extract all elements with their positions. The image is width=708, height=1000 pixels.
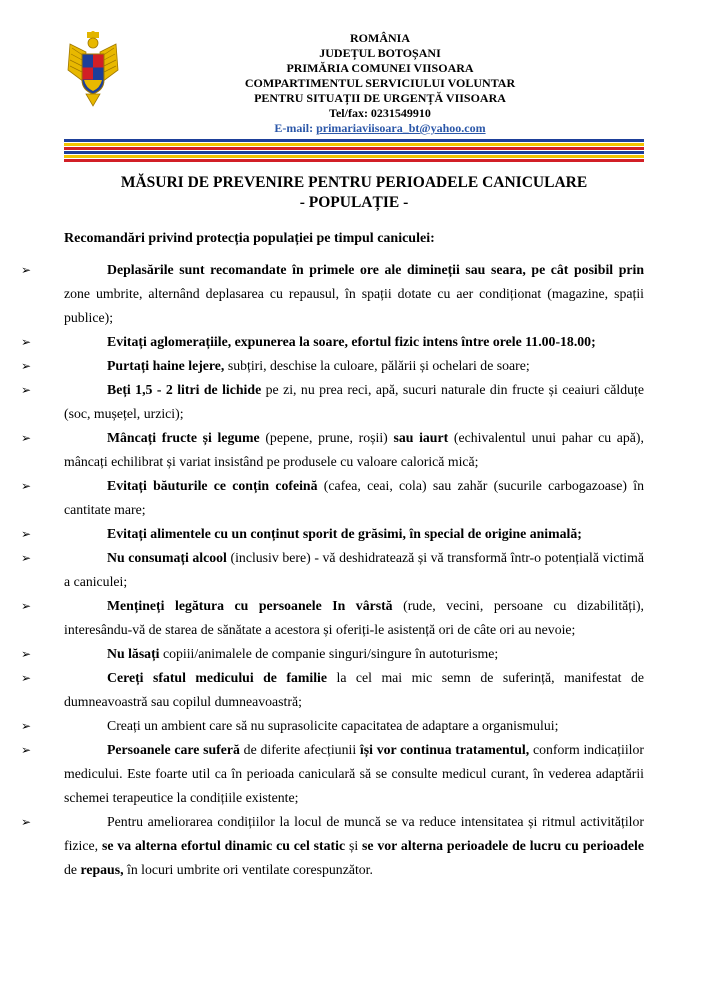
item-text: (echivalentul unui pahar cu apă), mâncați echilibrat și variat insistând pe produsele cu valoare calorică mică; (64, 430, 644, 469)
item-text-bold: Mâncați fructe și legume (107, 430, 260, 445)
header-department: COMPARTIMENTUL SERVICIULUI VOLUNTAR (244, 76, 516, 90)
header-town-hall: PRIMĂRIA COMUNEI VIISOARA (286, 61, 474, 75)
title-line-2: - POPULAȚIE - (299, 194, 409, 211)
header-country: ROMÂNIA (350, 31, 410, 45)
recommendation-item (21, 594, 644, 642)
email-label: E-mail: (274, 121, 317, 135)
item-text-bold: sau iaurt (393, 430, 449, 445)
header-email (140, 121, 620, 136)
item-text-bold: repaus, (80, 862, 124, 877)
header-department-cont: PENTRU SITUAȚII DE URGENȚĂ VIISOARA (254, 91, 506, 105)
recommendation-item (21, 738, 644, 810)
tricolor-divider (64, 139, 644, 163)
bullet-arrow-icon: ➢ (21, 383, 32, 397)
item-text-bold: Beți 1,5 - 2 litri de lichide (107, 382, 262, 397)
item-text-bold: Deplasările sunt recomandate în primele ore ale dimineții sau seara, pe cât posibil prin (107, 262, 644, 277)
recommendation-item (21, 666, 644, 714)
document-title (64, 173, 644, 213)
email-link[interactable]: primariaviisoara_bt@yahoo.com (316, 121, 486, 135)
item-text-bold: Persoanele care suferă (107, 742, 240, 757)
item-text: de (64, 862, 81, 877)
item-text: pe zi, nu prea reci, apă, sucuri naturale din fructe și ceaiuri călduțe (soc, mușețel, urzici); (64, 382, 645, 421)
item-text: Creați un ambient care să nu suprasolicite capacitatea de adaptare a organismului; (107, 718, 559, 733)
bullet-arrow-icon: ➢ (21, 743, 32, 757)
recommendation-item (21, 522, 644, 546)
item-text-bold: Purtați haine lejere, (107, 358, 225, 373)
item-text-bold: Nu lăsați (107, 646, 160, 661)
item-text: (pepene, prune, roșii) (259, 430, 394, 445)
stripe (64, 147, 644, 150)
recommendation-item (21, 378, 645, 426)
item-text-bold: Nu consumați alcool (107, 550, 227, 565)
item-text: (rude, vecini, persoane cu dizabilități), interesându-vă de starea de sănătate a acestora și oferiți-le asistență ori de câte ori au nevoie; (64, 598, 644, 637)
stripe (64, 139, 644, 142)
item-text-bold: Cereți sfatul medicului de familie (107, 670, 328, 685)
item-text-bold: Evitați aglomerațiile, expunerea la soare, efortul fizic intens între orele 11.00-18.00; (107, 334, 596, 349)
stripe (64, 155, 644, 158)
item-text-bold: Mențineți legătura cu persoanele In vârstă (107, 598, 393, 613)
recommendation-item (21, 642, 644, 666)
bullet-arrow-icon: ➢ (21, 671, 32, 685)
bullet-arrow-icon: ➢ (21, 359, 32, 373)
item-text: în locuri umbrite ori ventilate corespunzător. (123, 862, 373, 877)
recommendation-item (21, 330, 644, 354)
recommendation-item (21, 546, 644, 594)
recommendation-item (21, 354, 644, 378)
bullet-arrow-icon: ➢ (21, 719, 32, 733)
bullet-arrow-icon: ➢ (21, 431, 32, 445)
recommendation-item (21, 426, 644, 474)
stripe (64, 159, 644, 162)
item-text-bold: Evitați alimentele cu un conținut sporit de grăsimi, în special de origine animală; (107, 526, 582, 541)
item-text: și (345, 838, 363, 853)
header-county: JUDEȚUL BOTOȘANI (319, 46, 441, 60)
bullet-arrow-icon: ➢ (21, 815, 32, 829)
bullet-arrow-icon: ➢ (21, 647, 32, 661)
item-text: la cel mai mic semn de suferință, manifestat de dumneavoastră sau copilul dumneavoastră; (64, 670, 644, 709)
recommendation-item (21, 714, 644, 738)
stripe (64, 151, 644, 154)
title-line-1: MĂSURI DE PREVENIRE PENTRU PERIOADELE CANICULARE (120, 174, 588, 191)
bullet-arrow-icon: ➢ (21, 479, 32, 493)
item-text: de diferite afecțiunii (239, 742, 360, 757)
bullet-arrow-icon: ➢ (21, 527, 32, 541)
document-header (140, 31, 620, 136)
item-text: conform indicațiilor medicului. Este foarte util ca în perioada caniculară să se consulte medicul curant, în vederea adaptării schemei terapeutice la condițiile existente; (64, 742, 644, 805)
bullet-arrow-icon: ➢ (21, 599, 32, 613)
bullet-arrow-icon: ➢ (21, 263, 32, 277)
bullet-arrow-icon: ➢ (21, 551, 32, 565)
item-text: (cafea, ceai, cola) sau zahăr (sucurile carbogazoase) în cantitate mare; (64, 478, 644, 517)
recommendations-heading: Recomandări privind protecția populației pe timpul caniculei: (64, 231, 435, 246)
item-text: subțiri, deschise la culoare, pălării și ochelari de soare; (224, 358, 530, 373)
recommendation-item (21, 258, 644, 330)
item-text-bold: se vor alterna perioadele de lucru cu perioadele (362, 838, 645, 853)
recommendation-item (21, 474, 644, 522)
stripe (64, 143, 644, 146)
item-text: Pentru ameliorarea condițiilor la locul de muncă se va reduce intensitatea și ritmul activităților fizice, (64, 814, 644, 853)
item-text: copiii/animalele de companie singuri/singure în autoturisme; (159, 646, 499, 661)
bullet-arrow-icon: ➢ (21, 335, 32, 349)
item-text-bold: se va alterna efortul dinamic cu cel static (101, 838, 346, 853)
item-text-bold: Evitați băuturile ce conțin cofeină (107, 478, 318, 493)
recommendation-item (21, 810, 645, 882)
item-text: (inclusiv bere) - vă deshidratează și vă transformă într-o potențială victimă a caniculei; (64, 550, 644, 589)
romania-coat-of-arms-icon (62, 30, 124, 110)
recommendations-list (21, 258, 645, 882)
header-phone: Tel/fax: 0231549910 (329, 106, 431, 120)
item-text-bold: își vor continua tratamentul, (359, 742, 530, 757)
item-text: zone umbrite, alternând deplasarea cu repausul, în spații dotate cu aer condiționat (magazine, spații publice); (64, 286, 644, 325)
